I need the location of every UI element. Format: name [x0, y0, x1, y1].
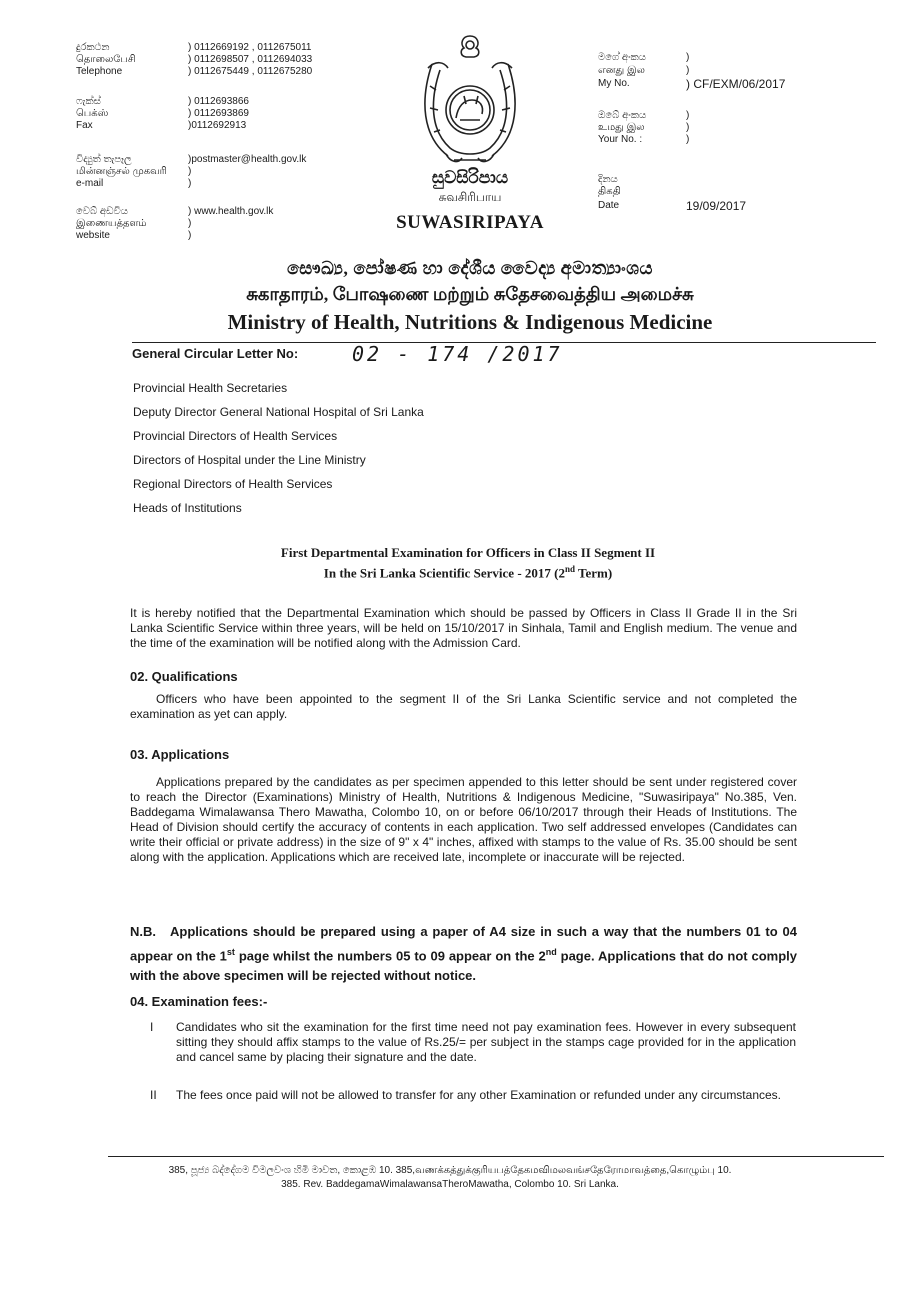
contact-value: )postmaster@health.gov.lk — [188, 154, 307, 165]
title-line-2 — [130, 561, 806, 581]
fee-item — [150, 1020, 796, 1076]
title-line-2-end: Term) — [575, 565, 613, 581]
ref-label: Your No. : — [598, 134, 643, 145]
ref-label: Date — [598, 200, 620, 211]
intro-paragraph: It is hereby notified that the Departmental Examination which should be passed by Officers in Class II Grade II in the Sri Lanka Scientific Service within three years, will be held on 15/10/2017 in Sinhala, Tamil and English medium. The venue and the time of the examination will be notified along with the Admission Card. — [130, 606, 797, 650]
title-line-2-sup: nd — [565, 564, 576, 574]
nb-label: N.B. — [130, 924, 156, 939]
recipient-item: Provincial Health Secretaries — [133, 381, 288, 395]
recipient-item: Directors of Hospital under the Line Ministry — [133, 453, 366, 467]
title-line-1: First Departmental Examination for Officers in Class II Segment II — [280, 545, 656, 560]
date-value: 19/09/2017 — [686, 199, 747, 213]
your-number-block — [598, 110, 848, 150]
fee-item-text: Candidates who sit the examination for the first time need not pay examination fees. However in every subsequent sitting they should affix stamps to the value of Rs.25/= per subject in the stamps cage provided for in the application and cancel same by placing their signature and the date. — [176, 1020, 796, 1064]
contact-label: பெக்ஸ் — [76, 108, 109, 119]
applications-text: Applications prepared by the candidates as per specimen appended to this letter should be sent under registered cover to reach the Director (Examinations) Ministry of Health, Nutritions & Indigenous Medicine, "Suwasiripaya" No.385, Ven. Baddegama Wimalawansa Thero Mawatha, Colombo 10, on or before 06/10/2017 through their Heads of Institutions. The Head of Division should certify the accuracy of contents in each application. Two self addressed envelopes (Candidates can write their official or private address) in the size of 9" x 4" inches, affixed with stamps to the value of Rs. 35.00 should be sent along with the application. Applications which are received late, incomplete or inaccurate will be rejected. — [130, 775, 797, 864]
fee-item-number: II — [150, 1088, 157, 1102]
my-number-value: ) CF/EXM/06/2017 — [686, 77, 786, 91]
fee-item-number: I — [150, 1020, 154, 1034]
contact-value: ) — [188, 230, 192, 241]
ref-value: ) — [686, 122, 690, 133]
contact-telephone — [76, 42, 336, 80]
ref-label: எனது இல — [598, 65, 645, 76]
applications-heading: 03. Applications — [130, 747, 230, 762]
contact-label: தொலைபேசி — [76, 54, 136, 65]
seal-name-english: SUWASIRIPAYA — [396, 212, 544, 233]
circular-number: 02 - 174 /2017 — [352, 342, 563, 366]
contact-value: ) www.health.gov.lk — [188, 206, 274, 217]
nb-text: Applications should be prepared using a paper of A4 size in such a way that the numbers 01 to 04 appear on the 1 — [130, 924, 797, 964]
nb-sup: st — [226, 947, 235, 957]
contact-label: website — [76, 230, 110, 241]
nb-text: page whilst the numbers 05 to 09 appear on the 2 — [234, 948, 546, 964]
document-title — [130, 544, 806, 581]
ref-label: ඔබේ අංකය — [598, 110, 647, 121]
recipient-item: Provincial Directors of Health Services — [133, 429, 338, 443]
footer-address — [100, 1164, 800, 1192]
fee-item — [150, 1088, 796, 1124]
nb-sup: nd — [545, 947, 557, 957]
contact-block — [76, 42, 336, 252]
seal-name-tamil: சுவசிரிபாய — [438, 190, 502, 204]
contact-label: Fax — [76, 120, 93, 131]
contact-value: ) — [188, 166, 192, 177]
seal-name-sinhala: සුවසිරිපාය — [431, 168, 509, 187]
ref-value: ) — [686, 110, 690, 121]
contact-fax — [76, 96, 336, 134]
contact-value: ) 0112698507 , 0112694033 — [188, 54, 313, 65]
ref-label: திகதி — [598, 186, 621, 197]
contact-label: e-mail — [76, 178, 104, 189]
nb-text: page. Applications that do not comply with the above specimen will be rejected without notice. — [130, 948, 798, 984]
footer-address-english: 385. Rev. BaddegamaWimalawansaTheroMawatha, Colombo 10. Sri Lanka. — [281, 1179, 619, 1190]
contact-email — [76, 154, 336, 192]
contact-value: ) 0112693866 — [188, 96, 249, 107]
ref-label: உமது இல — [598, 122, 645, 133]
ref-value: ) — [686, 134, 690, 145]
nota-bene — [130, 922, 797, 986]
my-number-block — [598, 52, 848, 92]
contact-label: වෙබ් අඩවිය — [76, 206, 128, 217]
circular-label: General Circular Letter No: — [132, 346, 299, 361]
ref-value: ) — [686, 52, 690, 63]
contact-label: දුරකථන — [76, 42, 110, 53]
recipient-item: Regional Directors of Health Services — [133, 477, 333, 491]
contact-label: විද්‍යුත් තැපෑල — [76, 154, 132, 165]
contact-value: )0112692913 — [188, 120, 247, 131]
contact-value: ) 0112669192 , 0112675011 — [188, 42, 312, 53]
contact-value: ) — [188, 218, 192, 229]
footer-address-local: 385, පූජ්‍ය බද්දේගම විමලවංශ හිමි මාවත, කොළඹ 10. 385,வணக்கத்துக்குரியபத்தேகமவிமலவங்சதேரோமாவத்தை,கொழும்பு 10. — [168, 1165, 732, 1176]
footer-divider — [108, 1156, 884, 1157]
qualifications-text: Officers who have been appointed to the segment II of the Sri Lanka Scientific service and not completed the examination as yet can apply. — [130, 692, 797, 721]
ref-label: දිනය — [598, 174, 618, 185]
contact-label: மின்னஞ்சல் முகவரி — [76, 166, 167, 177]
contact-value: ) — [188, 178, 192, 189]
contact-label: Telephone — [76, 66, 123, 77]
fee-item-text: The fees once paid will not be allowed to transfer for any other Examination or refunded under any circumstances. — [176, 1088, 781, 1102]
ministry-name-english: Ministry of Health, Nutritions & Indigenous Medicine — [227, 310, 713, 334]
ministry-name-sinhala: සෞඛ්‍ය, පෝෂණ හා දේශීය වෛද්‍ය අමාත්‍යාංශය — [287, 258, 653, 278]
emblem — [410, 30, 530, 170]
contact-label: ෆැක්ස් — [76, 96, 101, 107]
contact-website — [76, 206, 336, 244]
contact-value: ) 0112693869 — [188, 108, 249, 119]
fees-heading: 04. Examination fees:- — [130, 994, 268, 1009]
recipient-item: Deputy Director General National Hospital of Sri Lanka — [133, 405, 424, 419]
qualifications-heading: 02. Qualifications — [130, 669, 238, 684]
ministry-name-tamil: சுகாதாரம், போஷணை மற்றும் சுதேசவைத்திய அமைச்சு — [246, 284, 694, 304]
recipient-item: Heads of Institutions — [133, 501, 242, 515]
date-block — [598, 174, 848, 216]
ref-label: මගේ අංකය — [598, 52, 646, 63]
ref-value: ) — [686, 65, 690, 76]
ref-label: My No. — [598, 78, 630, 89]
recipient-list — [133, 376, 633, 520]
lion-emblem-icon — [410, 30, 530, 170]
title-line-2-text: In the Sri Lanka Scientific Service - 2017 (2 — [323, 565, 565, 581]
contact-label: இணையத்தளம் — [76, 218, 147, 229]
contact-value: ) 0112675449 , 0112675280 — [188, 66, 313, 77]
